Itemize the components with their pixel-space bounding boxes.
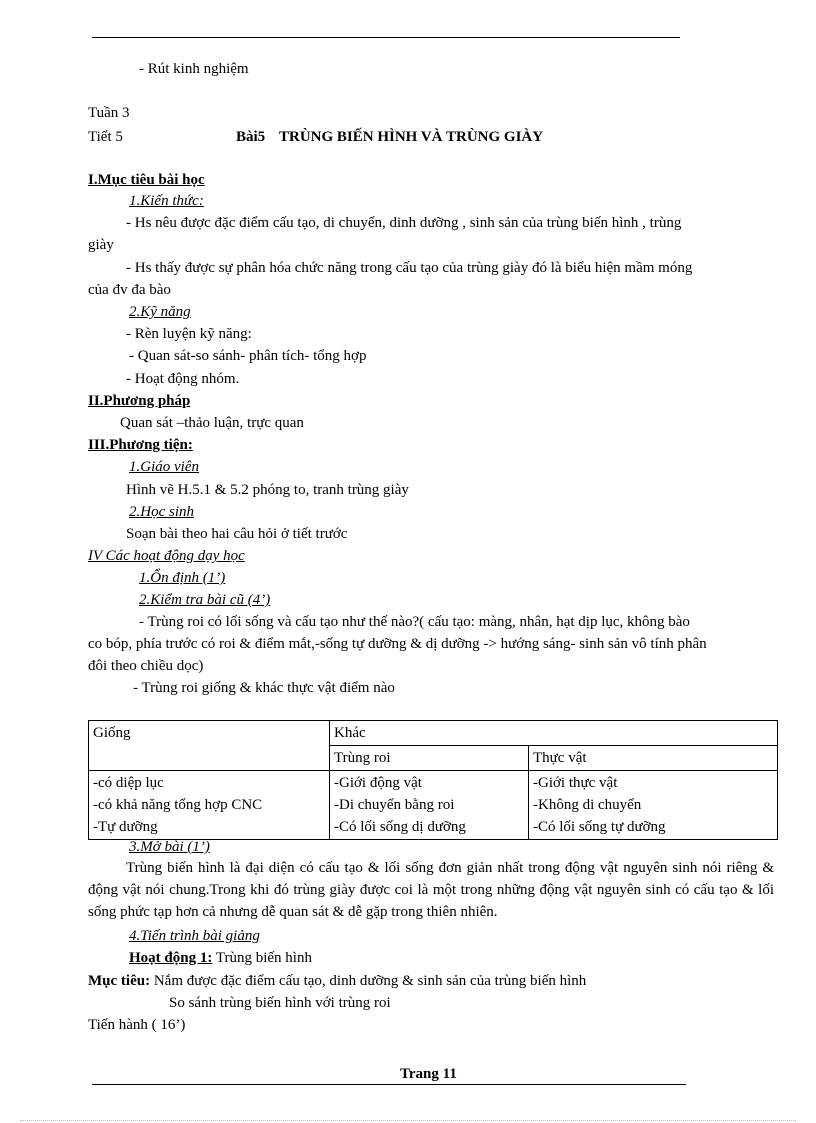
section-heading-method: II.Phương pháp — [88, 393, 191, 409]
header-euglena: Trùng roi — [330, 746, 529, 771]
similar-item: -có diệp lục — [93, 775, 164, 791]
review-question-1-cont: co bóp, phía trước có roi & điểm mắt,-sống tự dưỡng & dị dưỡng -> hướng sáng- sinh sản vô tính phân — [88, 636, 707, 652]
method-text: Quan sát –thảo luận, trực quan — [120, 415, 304, 431]
plant-item: -Không di chuyển — [533, 797, 642, 813]
objective-label: Mục tiêu: — [88, 973, 151, 989]
procedure-label: Tiến hành ( 16’) — [88, 1017, 186, 1033]
subheading-teacher: 1.Giáo viên — [129, 459, 199, 475]
section-heading-activities: IV Các hoạt động dạy học — [88, 548, 245, 564]
page-edge-dotted — [20, 1120, 796, 1121]
bottom-rule — [92, 1084, 686, 1085]
objective-text-1: Nắm được đặc điểm cấu tạo, dinh dưỡng & sinh sản của trùng biến hình — [150, 973, 587, 989]
header-similar: Giống — [89, 721, 330, 771]
page-number: Trang 11 — [400, 1066, 457, 1082]
lesson-title: TRÙNG BIẾN HÌNH VÀ TRÙNG GIÀY — [279, 129, 544, 145]
period-label: Tiết 5 — [88, 129, 123, 145]
knowledge-item-2: - Hs thấy được sự phân hóa chức năng trong cấu tạo của trùng giày đó là biểu hiện mầm móng — [126, 260, 693, 276]
header-plant: Thực vật — [529, 746, 778, 771]
similar-cell — [89, 771, 330, 840]
plant-item: -Giới thực vật — [533, 775, 618, 791]
student-text: Soạn bài theo hai câu hỏi ở tiết trước — [126, 526, 348, 542]
subheading-knowledge: 1.Kiến thức: — [129, 193, 204, 209]
lesson-number: Bài5 — [236, 129, 266, 145]
subheading-student: 2.Học sinh — [129, 504, 194, 520]
top-note: - Rút kinh nghiệm — [139, 61, 249, 77]
euglena-item: -Di chuyển bằng roi — [334, 797, 455, 813]
comparison-table — [88, 720, 778, 840]
knowledge-item-1: - Hs nêu được đặc điểm cấu tạo, di chuyển, dinh dưỡng , sinh sản của trùng biến hình , trùng — [126, 215, 682, 231]
skill-item-1: - Rèn luyện kỹ năng: — [126, 326, 252, 342]
knowledge-item-2-cont: của đv đa bào — [88, 282, 171, 298]
subheading-review: 2.Kiểm tra bài cũ (4’) — [139, 592, 271, 608]
subheading-lesson-progress: 4.Tiến trình bài giảng — [129, 928, 260, 944]
teacher-text: Hình vẽ H.5.1 & 5.2 phóng to, tranh trùng giày — [126, 482, 409, 498]
euglena-item: -Giới động vật — [334, 775, 422, 791]
similar-item: -có khả năng tổng hợp CNC — [93, 797, 263, 813]
activity-1-title: Trùng biến hình — [212, 950, 312, 966]
knowledge-item-1-cont: giày — [88, 237, 114, 253]
skill-item-2: - Quan sát-so sánh- phân tích- tổng hợp — [129, 348, 367, 364]
activity-1-line — [129, 949, 312, 967]
skill-item-3: - Hoạt động nhóm. — [126, 371, 240, 387]
section-heading-objectives: I.Mục tiêu bài học — [88, 172, 205, 188]
objective-text-2: So sánh trùng biến hình với trùng roi — [169, 995, 391, 1011]
similar-item: -Tự dưỡng — [93, 819, 158, 835]
header-different: Khác — [330, 721, 778, 746]
top-rule — [92, 37, 680, 38]
subheading-skills: 2.Kỹ năng — [129, 304, 191, 320]
section-heading-materials: III.Phương tiện: — [88, 437, 193, 453]
intro-paragraph: Trùng biến hình là đại diện có cấu tạo & lối sống đơn giản nhất trong động vật nguyên sinh nói riêng & động vật nói chung.Trong khi đó trùng giày được coi là một trong những động vật nguyên sinh có cấu tạo & lối sống phức tạp hơn cả nhưng dễ quan sát & dễ gặp trong thiên nhiên. — [88, 860, 774, 920]
activity-1-label: Hoạt động 1: — [129, 950, 213, 966]
review-question-1-end: đôi theo chiều dọc) — [88, 658, 204, 674]
objective-line — [88, 972, 586, 990]
euglena-item: -Có lối sống dị dưỡng — [334, 819, 466, 835]
subheading-stabilize: 1.Ổn định (1’) — [139, 570, 226, 586]
plant-cell — [529, 771, 778, 840]
week-label: Tuần 3 — [88, 105, 130, 121]
review-question-2: - Trùng roi giống & khác thực vật điểm nào — [133, 680, 395, 696]
euglena-cell — [330, 771, 529, 840]
plant-item: -Có lối sống tự dưỡng — [533, 819, 666, 835]
subheading-intro: 3.Mở bài (1’) — [129, 839, 210, 855]
review-question-1: - Trùng roi có lối sống và cấu tạo như thế nào?( cấu tạo: màng, nhân, hạt dịp lục, không bào — [139, 614, 690, 630]
